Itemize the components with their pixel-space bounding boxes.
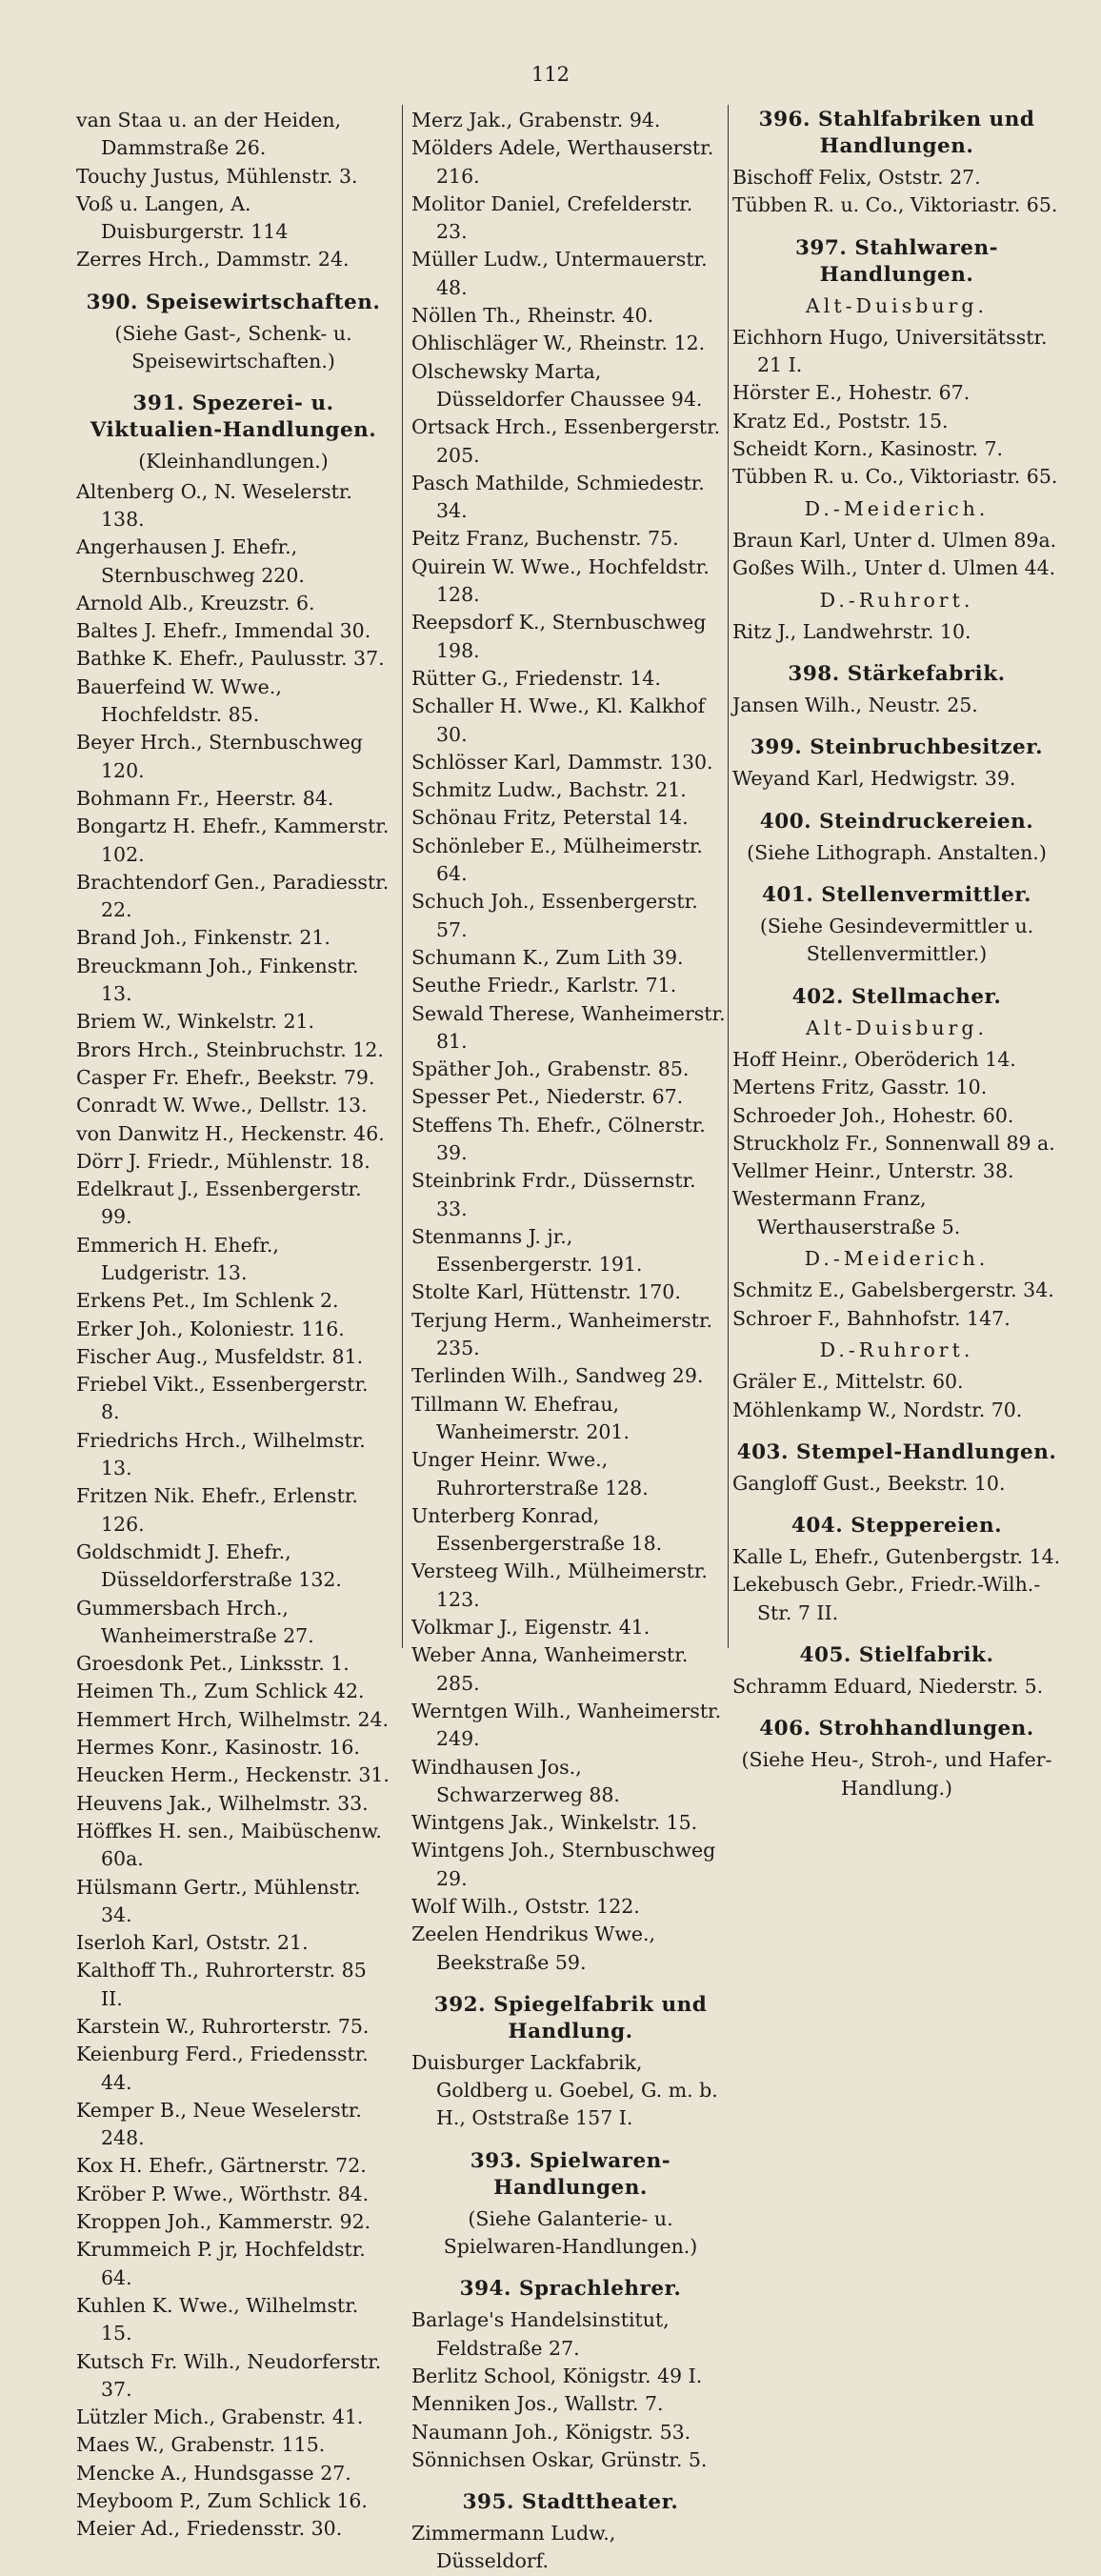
directory-entry: Schroeder Joh., Hohestr. 60.	[732, 1103, 1014, 1127]
directory-entry: Maes W., Grabenstr. 115.	[76, 2433, 326, 2457]
entries-399	[732, 765, 1061, 793]
directory-entry: Fischer Aug., Musfeldstr. 81.	[76, 1344, 364, 1368]
directory-entry: Werntgen Wilh., Wanheimerstr. 249.	[411, 1699, 722, 1751]
directory-entry: Bohmann Fr., Heerstr. 84.	[76, 786, 334, 810]
section-heading-390: 390. Speisewirtschaften.	[86, 290, 381, 314]
directory-entry: Terjung Herm., Wanheimerstr. 235.	[411, 1308, 713, 1360]
directory-entry: Angerhausen J. Ehefr., Sternbuschweg 220.	[76, 535, 305, 587]
entries-398	[732, 692, 1061, 719]
entries-397-ruhrort	[732, 618, 1061, 646]
directory-entry: Nöllen Th., Rheinstr. 40.	[411, 304, 654, 328]
directory-entry: Krummeich P. jr, Hochfeldstr. 64.	[76, 2238, 366, 2289]
subheading-alt-duisburg: Alt-Duisburg.	[805, 293, 988, 317]
entries-403	[732, 1470, 1061, 1498]
entries-397-meiderich	[732, 527, 1061, 583]
directory-entry: Casper Fr. Ehefr., Beekstr. 79.	[76, 1065, 375, 1089]
directory-entry: Hülsmann Gertr., Mühlenstr. 34.	[76, 1875, 361, 1926]
directory-entry: Emmerich H. Ehefr., Ludgeristr. 13.	[76, 1233, 279, 1284]
directory-entry: Braun Karl, Unter d. Ulmen 89a.	[732, 528, 1057, 552]
directory-entry: Barlage's Handelsinstitut, Feldstraße 27.	[411, 2308, 670, 2360]
directory-entry: Heucken Herm., Heckenstr. 31.	[76, 1763, 390, 1787]
directory-entry: Tübben R. u. Co., Viktoriastr. 65.	[732, 465, 1058, 489]
directory-entry: Weyand Karl, Hedwigstr. 39.	[732, 767, 1016, 791]
directory-entry: Schroer F., Bahnhofstr. 147.	[732, 1306, 1011, 1330]
directory-entry: Molitor Daniel, Crefelderstr. 23.	[411, 191, 693, 244]
directory-entry: Unger Heinr. Wwe., Ruhrorterstraße 128.	[411, 1448, 649, 1499]
directory-entry: Keienburg Ferd., Friedensstr. 44.	[76, 2043, 369, 2094]
directory-entry: Tillmann W. Ehefrau, Wanheimerstr. 201.	[411, 1392, 630, 1443]
directory-entry: Beyer Hrch., Sternbuschweg 120.	[76, 731, 363, 782]
column-divider-left	[402, 105, 403, 1648]
directory-entry: Schaller H. Wwe., Kl. Kalkhof 30.	[411, 694, 706, 746]
entries-405	[732, 1673, 1061, 1701]
directory-entry: Westermann Franz, Werthauserstraße 5.	[732, 1187, 961, 1238]
directory-entry: Conradt W. Wwe., Dellstr. 13.	[76, 1094, 368, 1117]
directory-entry: Dörr J. Friedr., Mühlenstr. 18.	[76, 1149, 370, 1173]
section-heading-400: 400. Steindruckereien.	[759, 809, 1034, 834]
directory-entry: Gräler E., Mittelstr. 60.	[732, 1370, 964, 1394]
directory-entry: Steinbrink Frdr., Düssernstr. 33.	[411, 1169, 696, 1220]
section-heading-397: 397. Stahlwaren-Handlungen.	[794, 235, 999, 287]
section-note-390: (Siehe Gast-, Schenk- u. Speisewirtschaften.)	[114, 321, 352, 373]
directory-entry: Vellmer Heinr., Unterstr. 38.	[732, 1159, 1014, 1183]
section-note-391: (Kleinhandlungen.)	[138, 450, 329, 473]
directory-entry: Höffkes H. sen., Maibüschenw. 60a.	[76, 1819, 382, 1871]
column-3	[732, 107, 1061, 1804]
directory-entry: Kuhlen K. Wwe., Wilhelmstr. 15.	[76, 2293, 359, 2345]
directory-entry: Späther Joh., Grabenstr. 85.	[411, 1057, 690, 1081]
directory-entry: Baltes J. Ehefr., Immendal 30.	[76, 619, 371, 643]
directory-entry: Kutsch Fr. Wilh., Neudorferstr. 37.	[76, 2349, 382, 2401]
directory-entry: Spesser Pet., Niederstr. 67.	[411, 1085, 684, 1109]
directory-entry: Mölders Adele, Werthauserstr. 216.	[411, 136, 714, 188]
directory-entry: Schramm Eduard, Niederstr. 5.	[732, 1674, 1044, 1698]
directory-entry: Bischoff Felix, Oststr. 27.	[732, 166, 981, 189]
section-heading-399: 399. Steinbruchbesitzer.	[750, 735, 1044, 760]
directory-entry: Stolte Karl, Hüttenstr. 170.	[411, 1280, 681, 1304]
directory-entry: Rütter G., Friedenstr. 14.	[411, 666, 661, 690]
directory-entry: Unterberg Konrad, Essenbergerstraße 18.	[411, 1503, 663, 1556]
directory-entry: Brachtendorf Gen., Paradiesstr. 22.	[76, 870, 390, 922]
directory-entry: Sewald Therese, Wanheimerstr. 81.	[411, 1001, 726, 1053]
directory-entry: Schmitz Ludw., Bachstr. 21.	[411, 778, 687, 802]
section-heading-405: 405. Stielfabrik.	[799, 1642, 994, 1667]
section-heading-391: 391. Spezerei- u. Viktualien-Handlungen.	[90, 392, 377, 443]
section-heading-392: 392. Spiegelfabrik und Handlung.	[433, 1992, 708, 2043]
directory-entry: Mencke A., Hundsgasse 27.	[76, 2461, 351, 2485]
section-heading-402: 402. Stellmacher.	[791, 984, 1002, 1009]
directory-entry: Kröber P. Wwe., Wörthstr. 84.	[76, 2182, 370, 2205]
directory-entry: Bauerfeind W. Wwe., Hochfeldstr. 85.	[76, 674, 282, 727]
directory-entry: Scheidt Korn., Kasinostr. 7.	[732, 437, 1004, 461]
directory-entry: Friedrichs Hrch., Wilhelmstr. 13.	[76, 1428, 366, 1480]
directory-entry: Heimen Th., Zum Schlick 42.	[76, 1680, 365, 1703]
section-heading-398: 398. Stärkefabrik.	[788, 662, 1006, 687]
directory-entry: Naumann Joh., Königstr. 53.	[411, 2420, 691, 2444]
subheading-ruhrort-402: D.-Ruhrort.	[819, 1338, 974, 1361]
section-note-393: (Siehe Galanterie- u. Spielwaren-Handlungen.)	[443, 2206, 698, 2259]
entries-396	[732, 164, 1061, 220]
entries-continued	[76, 107, 390, 274]
directory-entry: Ohlischläger W., Rheinstr. 12.	[411, 332, 706, 355]
directory-entry: Hoff Heinr., Oberöderich 14.	[732, 1047, 1016, 1071]
entries-391	[76, 478, 390, 2544]
directory-entry: Olschewsky Marta, Düsseldorfer Chaussee 94.	[411, 359, 703, 411]
column-2	[411, 107, 730, 2576]
section-heading-395: 395. Stadttheater.	[462, 2490, 679, 2515]
directory-entry: Hermes Konr., Kasinostr. 16.	[76, 1736, 360, 1760]
directory-entry: Jansen Wilh., Neustr. 25.	[732, 694, 978, 717]
directory-entry: Wintgens Joh., Sternbuschweg 29.	[411, 1839, 716, 1890]
directory-entry: Goldschmidt J. Ehefr., Düsseldorferstraße 132.	[76, 1540, 342, 1592]
directory-entry: Versteeg Wilh., Mülheimerstr. 123.	[411, 1560, 708, 1611]
directory-entry: Touchy Justus, Mühlenstr. 3.	[76, 164, 358, 188]
directory-entry: Fritzen Nik. Ehefr., Erlenstr. 126.	[76, 1484, 358, 1536]
directory-entry: Schuch Joh., Essenbergerstr. 57.	[411, 890, 698, 941]
section-heading-403: 403. Stempel-Handlungen.	[736, 1439, 1057, 1464]
directory-entry: Heuvens Jak., Wilhelmstr. 33.	[76, 1791, 369, 1815]
directory-entry: Kemper B., Neue Weselerstr. 248.	[76, 2098, 362, 2150]
section-heading-396: 396. Stahlfabriken und Handlungen.	[758, 108, 1035, 158]
subheading-meiderich-402: D.-Meiderich.	[804, 1247, 990, 1271]
directory-entry: Weber Anna, Wanheimerstr. 285.	[411, 1643, 689, 1695]
directory-entry: Karstein W., Ruhrorterstr. 75.	[76, 2015, 370, 2038]
directory-entry: Schönau Fritz, Peterstal 14.	[411, 806, 689, 830]
directory-entry: Steffens Th. Ehefr., Cölnerstr. 39.	[411, 1113, 706, 1164]
directory-entry: Goßes Wilh., Unter d. Ulmen 44.	[732, 556, 1056, 580]
directory-entry: Zeelen Hendrikus Wwe., Beekstraße 59.	[411, 1922, 656, 1974]
directory-entry: Tübben R. u. Co., Viktoriastr. 65.	[732, 193, 1058, 217]
section-note-401: (Siehe Gesindevermittler u. Stellenvermittler.)	[759, 915, 1034, 966]
entries-397-alt-duisburg	[732, 324, 1061, 492]
column-1	[76, 107, 390, 2544]
directory-entry: Lützler Mich., Grabenstr. 41.	[76, 2405, 364, 2429]
section-heading-406: 406. Strohhandlungen.	[759, 1717, 1034, 1741]
directory-entry: Quirein W. Wwe., Hochfeldstr. 128.	[411, 554, 710, 607]
directory-entry: Schmitz E., Gabelsbergerstr. 34.	[732, 1278, 1054, 1302]
directory-entry: Briem W., Winkelstr. 21.	[76, 1010, 315, 1034]
directory-entry: Terlinden Wilh., Sandweg 29.	[411, 1364, 704, 1388]
section-heading-404: 404. Steppereien.	[791, 1514, 1003, 1539]
directory-entry: Kroppen Joh., Kammerstr. 92.	[76, 2210, 371, 2234]
directory-entry: Kalle L, Ehefr., Gutenbergstr. 14.	[732, 1545, 1061, 1569]
directory-entry: Arnold Alb., Kreuzstr. 6.	[76, 591, 315, 614]
directory-entry: Berlitz School, Königstr. 49 I.	[411, 2364, 703, 2387]
directory-entry: Ritz J., Landwehrstr. 10.	[732, 619, 971, 643]
entries-391-continued	[411, 107, 730, 1977]
directory-entry: Menniken Jos., Wallstr. 7.	[411, 2392, 664, 2416]
subheading-alt-duisburg-402: Alt-Duisburg.	[805, 1016, 988, 1039]
directory-entry: Reepsdorf K., Sternbuschweg 198.	[411, 611, 707, 662]
directory-entry: Kratz Ed., Poststr. 15.	[732, 409, 949, 433]
directory-entry: Stenmanns J. jr., Essenbergerstr. 191.	[411, 1224, 643, 1277]
page-number: 112	[530, 63, 571, 86]
directory-entry: Müller Ludw., Untermauerstr. 48.	[411, 248, 708, 299]
section-heading-401: 401. Stellenvermittler.	[761, 883, 1032, 908]
section-heading-393: 393. Spielwaren-Handlungen.	[470, 2148, 671, 2200]
entries-394	[411, 2306, 730, 2474]
directory-entry: Altenberg O., N. Weselerstr. 138.	[76, 479, 352, 531]
directory-entry: Seuthe Friedr., Karlstr. 71.	[411, 974, 677, 997]
directory-entry: Merz Jak., Grabenstr. 94.	[411, 109, 661, 131]
entries-392	[411, 2049, 730, 2133]
directory-entry: Hörster E., Hohestr. 67.	[732, 381, 971, 405]
directory-entry: Lekebusch Gebr., Friedr.-Wilh.-Str. 7 II.	[732, 1573, 1041, 1624]
directory-entry: Gangloff Gust., Beekstr. 10.	[732, 1471, 1006, 1495]
directory-entry: Schlösser Karl, Dammstr. 130.	[411, 750, 713, 774]
directory-entry: van Staa u. an der Heiden, Dammstraße 26.	[76, 109, 342, 160]
entries-402-ruhrort	[732, 1368, 1061, 1424]
directory-entry: Bongartz H. Ehefr., Kammerstr. 102.	[76, 815, 390, 866]
entries-404	[732, 1543, 1061, 1627]
directory-entry: Windhausen Jos., Schwarzerweg 88.	[411, 1755, 620, 1806]
directory-entry: Struckholz Fr., Sonnenwall 89 a.	[732, 1131, 1055, 1155]
section-note-400: (Siehe Lithograph. Anstalten.)	[747, 840, 1047, 864]
directory-entry: Voß u. Langen, A. Duisburgerstr. 114	[76, 191, 289, 244]
entries-402-alt-duisburg	[732, 1046, 1061, 1241]
directory-entry: Zerres Hrch., Dammstr. 24.	[76, 248, 350, 272]
entries-402-meiderich	[732, 1277, 1061, 1333]
directory-entry: Eichhorn Hugo, Universitätsstr. 21 I.	[732, 325, 1048, 377]
directory-entry: Schönleber E., Mülheimerstr. 64.	[411, 834, 703, 886]
directory-entry: Möhlenkamp W., Nordstr. 70.	[732, 1398, 1023, 1421]
directory-entry: Wintgens Jak., Winkelstr. 15.	[411, 1811, 698, 1835]
directory-entry: von Danwitz H., Heckenstr. 46.	[76, 1121, 385, 1145]
directory-entry: Hemmert Hrch, Wilhelmstr. 24.	[76, 1707, 390, 1731]
subheading-ruhrort: D.-Ruhrort.	[819, 588, 974, 612]
directory-entry: Iserloh Karl, Oststr. 21.	[76, 1931, 309, 1955]
directory-entry: Zimmermann Ludw., Düsseldorf.	[411, 2522, 616, 2573]
directory-entry: Meyboom P., Zum Schlick 16.	[76, 2489, 368, 2513]
directory-entry: Friebel Vikt., Essenbergerstr. 8.	[76, 1373, 369, 1424]
directory-entry: Kalthoff Th., Ruhrorterstr. 85 II.	[76, 1959, 367, 2010]
directory-entry: Groesdonk Pet., Linksstr. 1.	[76, 1652, 350, 1676]
section-heading-394: 394. Sprachlehrer.	[459, 2277, 682, 2302]
directory-entry: Wolf Wilh., Oststr. 122.	[411, 1895, 640, 1918]
directory-entry: Gummersbach Hrch., Wanheimerstraße 27.	[76, 1596, 314, 1647]
directory-entry: Peitz Franz, Buchenstr. 75.	[411, 527, 679, 551]
directory-entry: Schumann K., Zum Lith 39.	[411, 945, 684, 969]
directory-entry: Edelkraut J., Essenbergerstr. 99.	[76, 1177, 362, 1229]
directory-entry: Brors Hrch., Steinbruchstr. 12.	[76, 1037, 384, 1061]
directory-entry: Mertens Fritz, Gasstr. 10.	[732, 1076, 988, 1099]
directory-entry: Ortsack Hrch., Essenbergerstr. 205.	[411, 415, 721, 467]
directory-entry: Meier Ad., Friedensstr. 30.	[76, 2517, 343, 2541]
directory-entry: Duisburger Lackfabrik, Goldberg u. Goebel, G. m. b. H., Oststraße 157 I.	[411, 2050, 718, 2130]
entries-395	[411, 2520, 730, 2576]
directory-entry: Erkens Pet., Im Schlenk 2.	[76, 1289, 339, 1313]
directory-entry: Breuckmann Joh., Finkenstr. 13.	[76, 954, 359, 1006]
directory-entry: Sönnichsen Oskar, Grünstr. 5.	[411, 2447, 708, 2471]
subheading-meiderich: D.-Meiderich.	[804, 496, 990, 520]
section-note-406: (Siehe Heu-, Stroh-, und Hafer-Handlung.)	[741, 1748, 1052, 1800]
directory-entry: Bathke K. Ehefr., Paulusstr. 37.	[76, 647, 385, 671]
directory-entry: Brand Joh., Finkenstr. 21.	[76, 926, 330, 950]
directory-entry: Pasch Mathilde, Schmiedestr. 34.	[411, 471, 705, 523]
directory-entry: Erker Joh., Koloniestr. 116.	[76, 1317, 345, 1340]
directory-entry: Volkmar J., Eigenstr. 41.	[411, 1616, 651, 1640]
directory-entry: Kox H. Ehefr., Gärtnerstr. 72.	[76, 2154, 367, 2178]
